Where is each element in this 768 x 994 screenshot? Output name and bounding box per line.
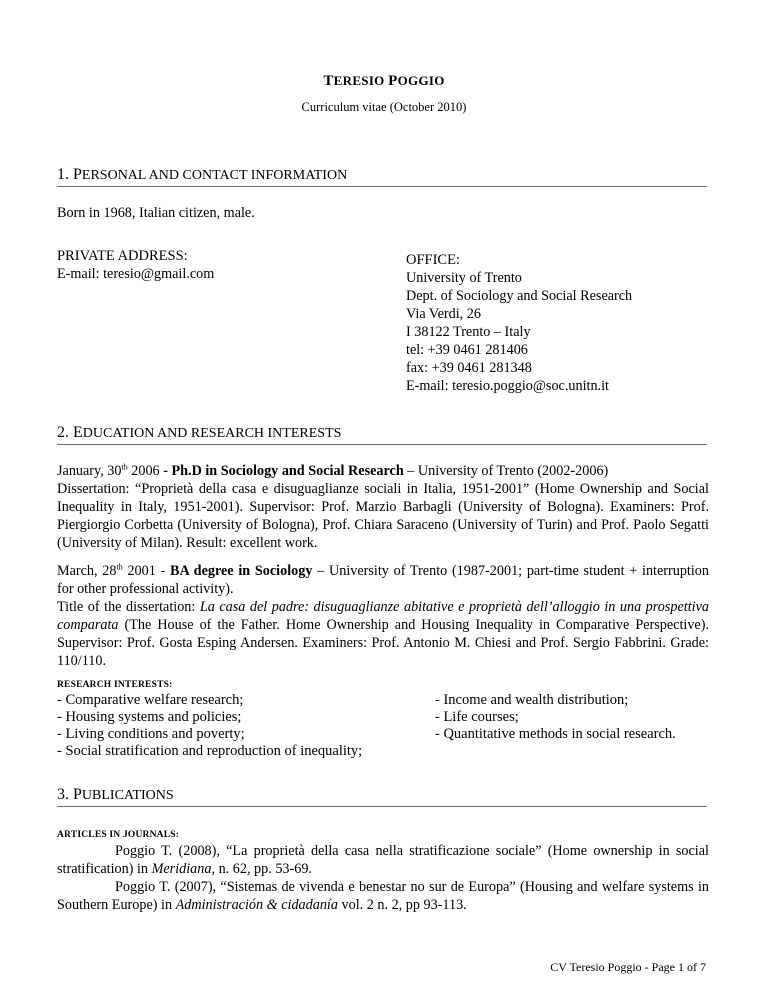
office-line: tel: +39 0461 281406 (406, 342, 528, 358)
office-line: fax: +39 0461 281348 (406, 360, 532, 376)
list-item: - Social stratification and reproduction of inequality; (57, 743, 363, 759)
section-heading-personal: 1. PERSONAL AND CONTACT INFORMATION (57, 166, 707, 187)
office-line: Dept. of Sociology and Social Research (406, 288, 633, 304)
cv-subtitle: Curriculum vitae (October 2010) (301, 100, 467, 114)
phd-entry: January, 30th 2006 - Ph.D in Sociology and Social Research – University of Trento (2002-2006) Dissertation: “Proprietà della casa e disuguaglianze sociali in Italia, 1951-2001” (Home Ownership and Social Inequality in Italy, 1951-2001). Supervisor: Prof. Marzio Barbagli (University of Bologna). Examiners: Prof. Piergiorgio Corbetta (University of Bologna), Prof. Chiara Saraceno (University of Turin) and Prof. Paolo Segatti (University of Milan). Result: excellent work. (57, 462, 709, 551)
ba-entry: March, 28th 2001 - BA degree in Sociology – University of Trento (1987-2001; part-time student + interruption for other professional activity). Title of the dissertation: La casa del padre: disuguaglianze abitative e proprietà dell’alloggio in una prospettiva comparata (The House of the Father. Home Ownership and Housing Inequality in Comparative Perspective). Supervisor: Prof. Gosta Esping Andersen. Examiners: Prof. Antonio M. Chiesi and Prof. Sergio Fabbrini. Grade: 110/110. (57, 562, 709, 669)
research-interests-label: RESEARCH INTERESTS: (57, 680, 173, 690)
office-email: E-mail: teresio.poggio@soc.unitn.it (406, 378, 609, 394)
phd-description: Dissertation: “Proprietà della casa e disuguaglianze sociali in Italia, 1951-2001” (Home Ownership and Social Inequality in Italy, 1951-2001). Supervisor: Prof. Marzio Barbagli (University of Bologna). Examiners: Prof. Piergiorgio Corbetta (University of Bologna), Prof. Chiara Saraceno (University of Turin) and Prof. Paolo Segatti (University of Milan). Result: excellent work. (57, 481, 709, 551)
office-line: University of Trento (406, 270, 522, 286)
articles-label: ARTICLES IN JOURNALS: (57, 830, 180, 840)
section-heading-education: 2. EDUCATION AND RESEARCH INTERESTS (57, 424, 707, 445)
office-label: OFFICE: (406, 252, 460, 268)
research-interests-right (435, 692, 676, 743)
born-line: Born in 1968, Italian citizen, male. (57, 205, 255, 221)
list-item: - Life courses; (435, 709, 519, 725)
research-interests-left (57, 692, 362, 760)
list-item: - Comparative welfare research; (57, 692, 244, 708)
section-heading-publications: 3. PUBLICATIONS (57, 786, 707, 807)
list-item: - Housing systems and policies; (57, 709, 242, 725)
publication-item: Poggio T. (2008), “La proprietà della casa nella stratificazione sociale” (Home ownership in social stratification) in Meridiana, n. 62, pp. 53-69. (57, 843, 709, 877)
list-item: - Quantitative methods in social research. (435, 726, 676, 742)
office-line: I 38122 Trento – Italy (406, 324, 531, 340)
office-line: Via Verdi, 26 (406, 306, 481, 322)
list-item: - Income and wealth distribution; (435, 692, 629, 708)
page-footer: CV Teresio Poggio - Page 1 of 7 (550, 960, 706, 974)
cv-name: TERESIO POGGIO (323, 73, 445, 89)
ba-description: Title of the dissertation: La casa del padre: disuguaglianze abitative e proprietà dell’alloggio in una prospettiva comparata (The House of the Father. Home Ownership and Housing Inequality in Comparative Perspective). Supervisor: Prof. Gosta Esping Andersen. Examiners: Prof. Antonio M. Chiesi and Prof. Sergio Fabbrini. Grade: 110/110. (57, 599, 709, 669)
private-address (57, 247, 214, 283)
publication-item: Poggio T. (2007), “Sistemas de vivenda e benestar no sur de Europa” (Housing and welfare systems in Southern Europe) in Administración & cidadanía vol. 2 n. 2, pp 93-113. (57, 879, 709, 913)
list-item: - Living conditions and poverty; (57, 726, 245, 742)
private-address-label: PRIVATE ADDRESS: (57, 248, 188, 264)
private-email: E-mail: teresio@gmail.com (57, 266, 215, 282)
office-address (406, 251, 632, 395)
